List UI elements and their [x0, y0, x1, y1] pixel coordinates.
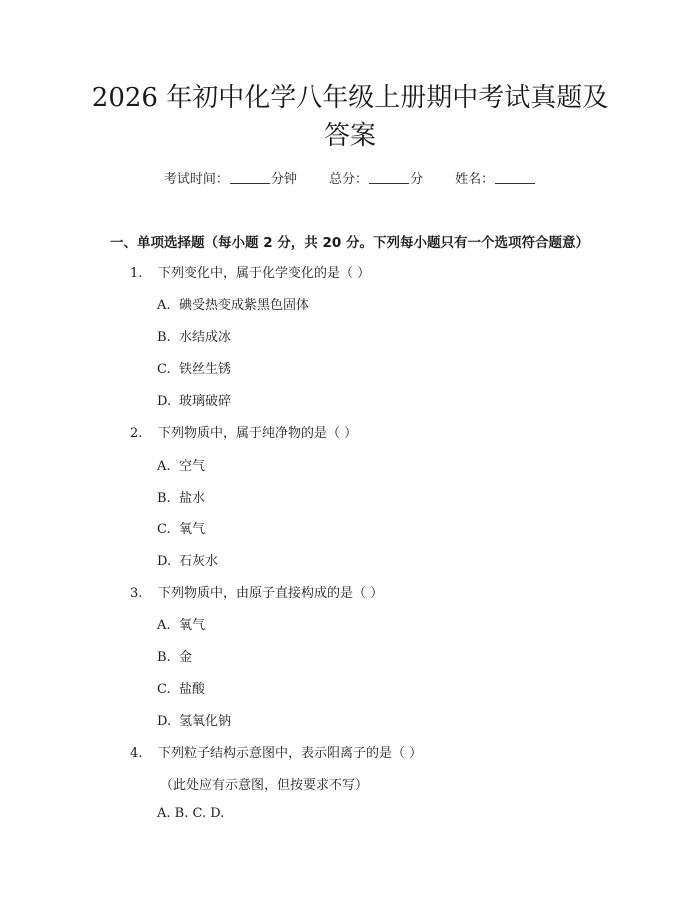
student-name-blank [495, 171, 535, 184]
exam-title-continued: 答案 [323, 121, 376, 151]
question-4-options: A. B. C. D. [157, 806, 225, 821]
exam-time-label: 考试时间： [163, 172, 229, 187]
option-letter: D. [157, 394, 172, 409]
exam-title: 2026 年初中化学八年级上册期中考试真题及 [91, 83, 609, 113]
option-letter: D. [157, 554, 172, 569]
total-score-field [329, 168, 423, 187]
question-number: 3. [130, 586, 143, 601]
exam-time-unit: 分钟 [270, 172, 297, 187]
option-text: 碘受热变成紫黑色固体 [179, 298, 310, 313]
question-stem: 下列变化中，属于化学变化的是（ ） [158, 266, 371, 281]
question-2 [130, 422, 357, 441]
total-score-blank [369, 171, 409, 184]
question-3-option-d [157, 710, 231, 729]
question-1-option-c [157, 358, 231, 377]
question-3-option-a [157, 614, 205, 633]
question-stem: 下列物质中，属于纯净物的是（ ） [158, 426, 358, 441]
option-text: 玻璃破碎 [179, 394, 232, 409]
question-number: 1. [130, 266, 143, 281]
section-heading-single-choice: 一、单项选择题（每小题 2 分，共 20 分。下列每小题只有一个选项符合题意） [110, 235, 589, 251]
question-stem: 下列物质中，由原子直接构成的是（ ） [158, 586, 384, 601]
option-letter: C. [157, 522, 171, 537]
question-1 [130, 262, 370, 281]
student-name-field [455, 168, 536, 187]
question-2-option-a [157, 455, 205, 474]
total-score-unit: 分 [410, 172, 424, 187]
exam-info-line [0, 168, 700, 187]
option-text: 金 [179, 650, 193, 665]
question-1-option-d [157, 390, 231, 409]
question-2-option-c [157, 518, 205, 537]
option-letter: A. [157, 459, 171, 474]
option-text: 铁丝生锈 [179, 362, 232, 377]
option-letter: A. [157, 618, 171, 633]
question-number: 2. [130, 426, 143, 441]
exam-time-blank [230, 171, 270, 184]
option-letter: C. [157, 682, 171, 697]
question-number: 4. [130, 746, 143, 761]
option-letter: B. [157, 650, 171, 665]
question-1-option-b [157, 326, 231, 345]
question-3 [130, 582, 383, 601]
option-letter: B. [157, 330, 171, 345]
question-2-option-d [157, 550, 218, 569]
option-text: 水结成冰 [179, 330, 232, 345]
option-text: 空气 [179, 459, 206, 474]
option-text: 石灰水 [179, 554, 219, 569]
question-4 [130, 742, 422, 761]
total-score-label: 总分： [328, 172, 368, 187]
option-letter: B. [157, 491, 171, 506]
question-3-option-c [157, 678, 205, 697]
option-text: 氧气 [179, 522, 206, 537]
question-2-option-b [157, 487, 205, 506]
option-letter: D. [157, 714, 172, 729]
option-text: 氧气 [179, 618, 206, 633]
question-1-option-a [157, 294, 309, 313]
option-text: 盐水 [179, 491, 206, 506]
question-4-diagram-note: （此处应有示意图，但按要求不写） [160, 778, 369, 793]
option-text: 氢氧化钠 [179, 714, 232, 729]
student-name-label: 姓名： [455, 172, 495, 187]
exam-time-field [164, 168, 297, 187]
question-stem: 下列粒子结构示意图中，表示阳离子的是（ ） [158, 746, 423, 761]
option-text: 盐酸 [179, 682, 206, 697]
option-letter: C. [157, 362, 171, 377]
question-3-option-b [157, 646, 192, 665]
option-letter: A. [157, 298, 171, 313]
